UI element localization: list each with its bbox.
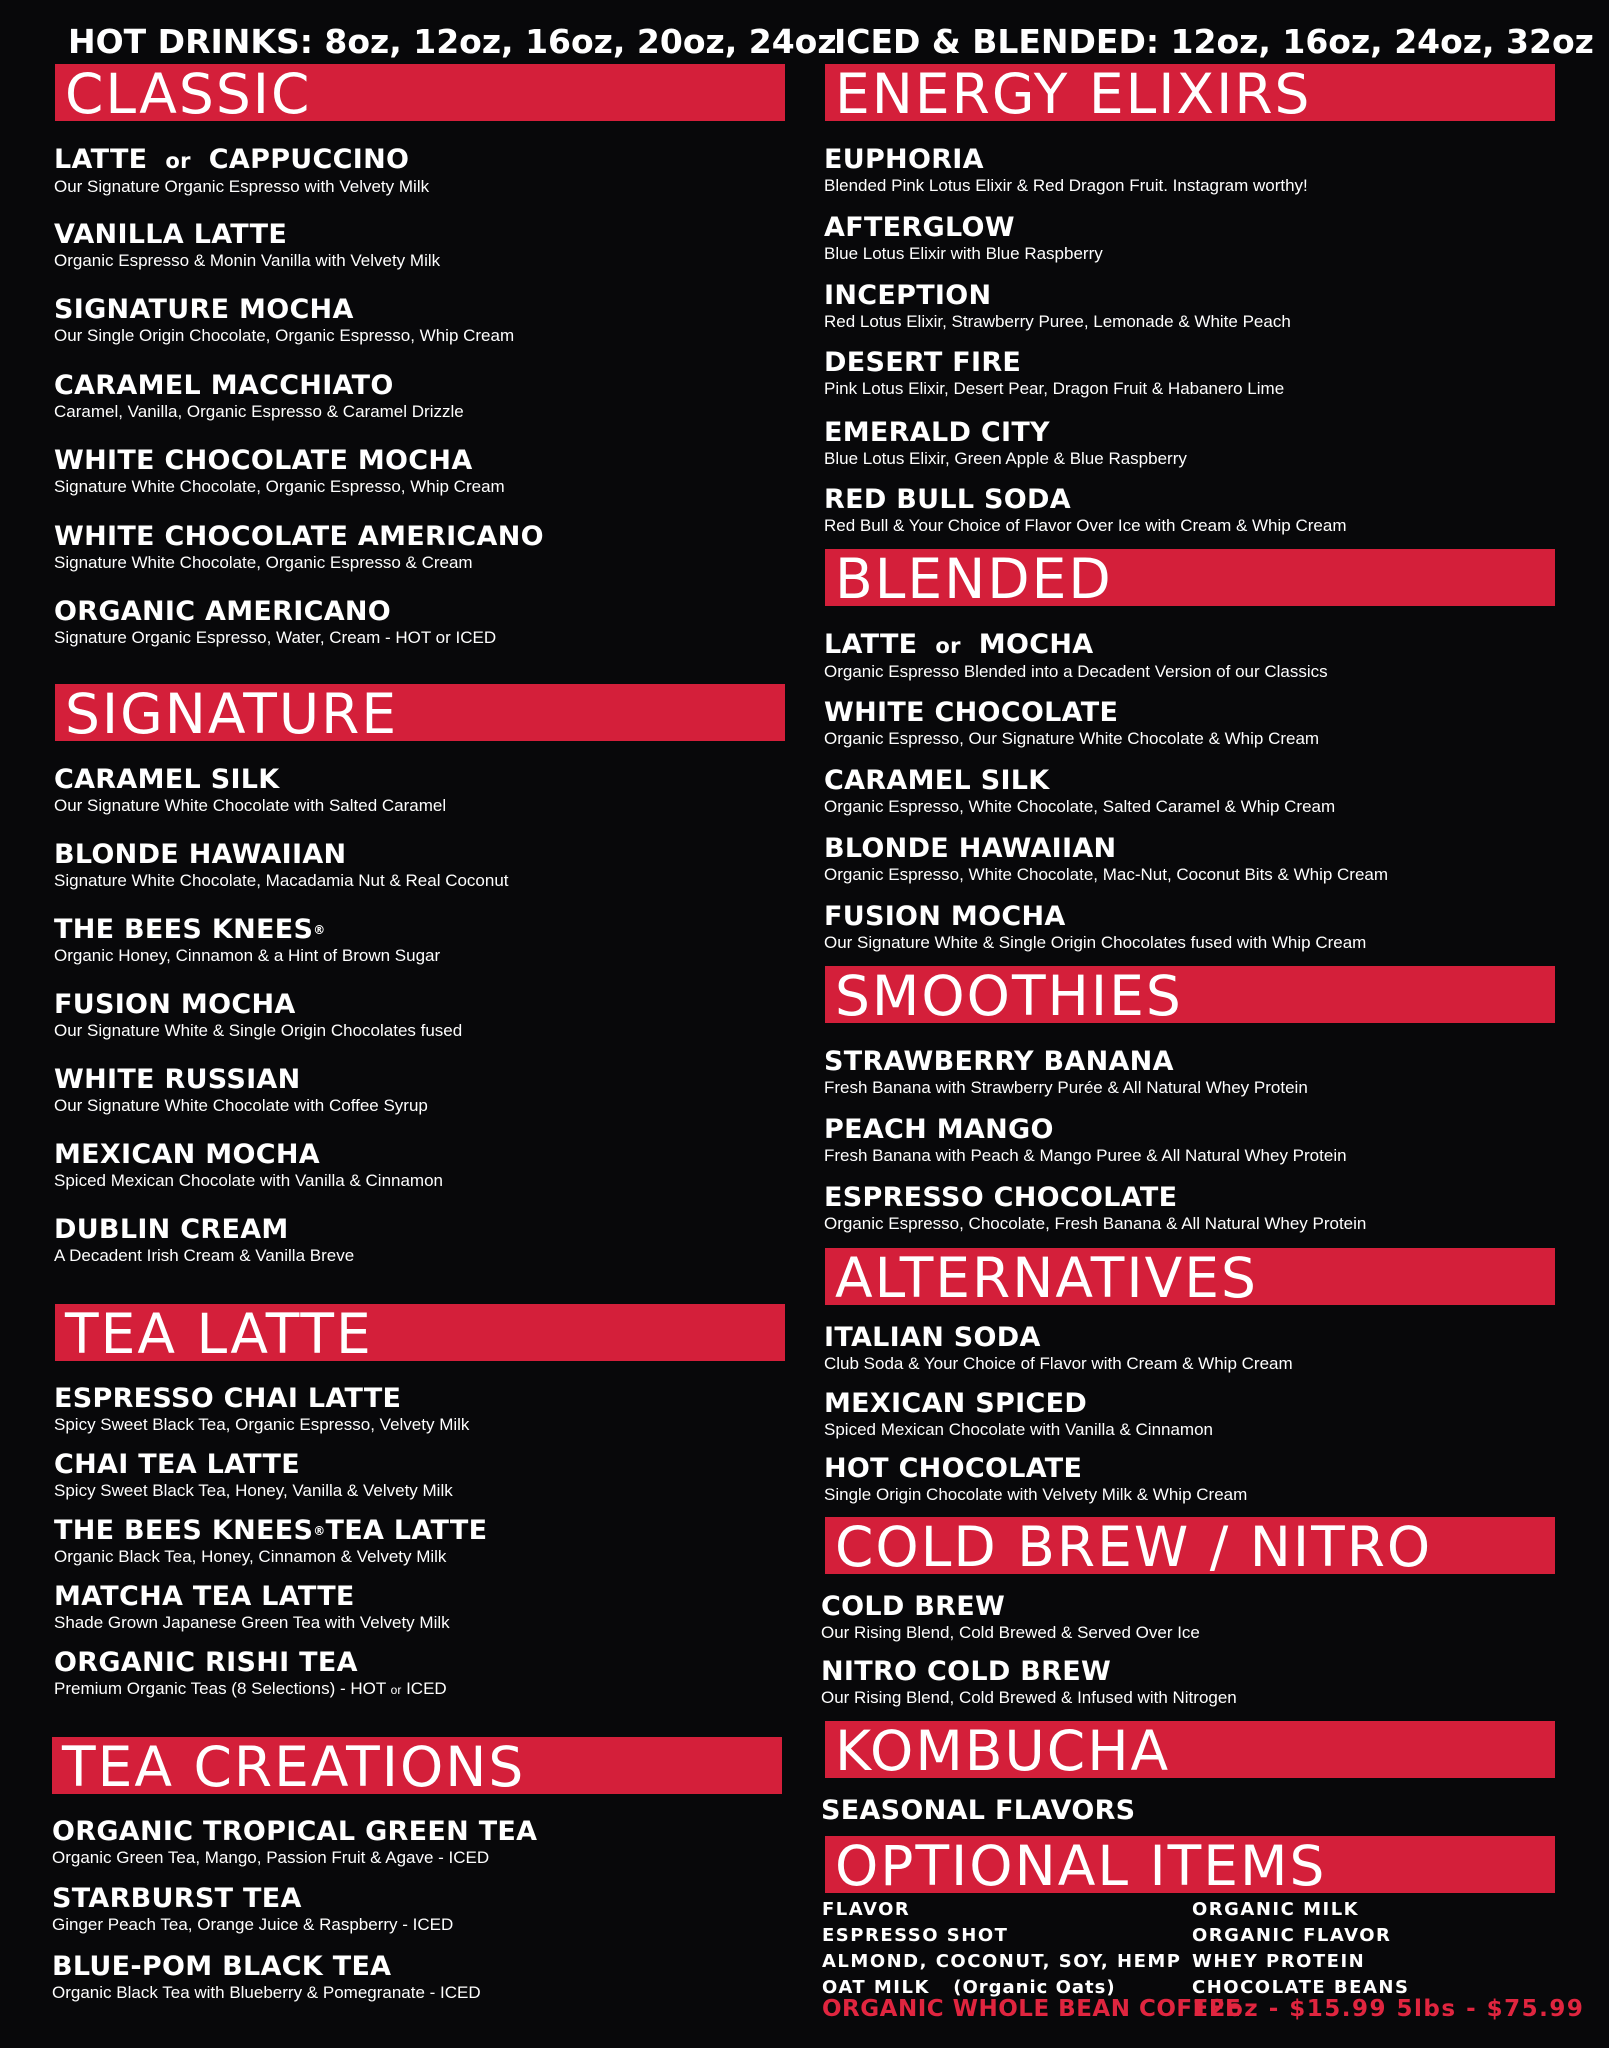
item-description: Our Signature Organic Espresso with Velvety Milk [54,177,430,196]
iced-blended-sizes: ICED & BLENDED: 12oz, 16oz, 24oz, 32oz [834,22,1594,61]
item-description: Blue Lotus Elixir with Blue Raspberry [824,244,1103,263]
item-description: Ginger Peach Tea, Orange Juice & Raspberry - ICED [52,1915,454,1934]
section-header-signature [55,682,785,746]
item-name: STARBURST TEA [52,1883,302,1914]
item-name: LATTE [54,144,148,175]
menu-item [54,220,794,270]
section-title: SMOOTHIES [835,964,1183,1028]
item-name: NITRO COLD BREW [821,1656,1112,1687]
menu-item [54,295,794,345]
item-name: PEACH MANGO [824,1114,1054,1145]
menu-item [54,1215,794,1265]
option-item: ESPRESSO SHOT [822,1925,1009,1946]
whole-bean-label: ORGANIC WHOLE BEAN COFFEE [822,1996,1242,2022]
item-description: Fresh Banana with Peach & Mango Puree & All Natural Whey Protein [824,1146,1347,1165]
desc-part: ICED [406,1679,447,1698]
item-name: FUSION MOCHA [54,989,296,1020]
menu-item [54,765,794,815]
whole-bean-coffee [822,1996,1585,2022]
oat-milk-note: (Organic Oats) [953,1977,1116,1998]
item-description: Organic Honey, Cinnamon & a Hint of Brown Sugar [54,946,441,965]
item-name: LATTE [824,629,918,660]
item-description: Our Single Origin Chocolate, Organic Espresso, Whip Cream [54,326,515,345]
item-name: MEXICAN MOCHA [54,1139,320,1170]
oat-milk-label: OAT MILK [822,1977,930,1998]
item-description: Our Signature White & Single Origin Chocolates fused [54,1021,463,1040]
or-label: or [935,634,961,658]
menu-item [824,1183,1564,1233]
section-title: SIGNATURE [65,682,399,746]
item-description: Organic Espresso, White Chocolate, Mac-Nut, Coconut Bits & Whip Cream [824,865,1389,884]
section-title: ALTERNATIVES [835,1246,1258,1310]
item-description [54,1679,794,1700]
menu-item [54,1450,794,1500]
item-name: HOT CHOCOLATE [824,1453,1083,1484]
section-title: COLD BREW / NITRO [835,1515,1433,1579]
section-header-energy-elixirs [825,62,1555,126]
section-title: ENERGY ELIXIRS [835,62,1312,126]
menu-item [824,834,1564,884]
menu-item [821,1657,1561,1707]
item-name: WHITE CHOCOLATE MOCHA [54,445,473,476]
item-description: Our Signature White & Single Origin Chocolates fused with Whip Cream [824,933,1367,952]
registered-mark: ® [313,923,326,937]
item-description: Red Lotus Elixir, Strawberry Puree, Lemonade & White Peach [824,312,1291,331]
item-name: AFTERGLOW [824,212,1015,243]
item-name: WHITE CHOCOLATE AMERICANO [54,521,544,552]
or-label: or [165,149,191,173]
item-name: ORGANIC AMERICANO [54,596,392,627]
menu-item [824,902,1564,952]
item-name: VANILLA LATTE [54,219,288,250]
menu-item [824,213,1564,263]
item-name: WHITE RUSSIAN [54,1064,301,1095]
section-header-optional-items [825,1834,1555,1898]
menu-item [54,145,794,196]
menu-item [54,1384,794,1434]
item-name: WHITE CHOCOLATE [824,697,1119,728]
item-description: Fresh Banana with Strawberry Purée & All Natural Whey Protein [824,1078,1308,1097]
menu-item [821,1592,1561,1642]
item-name: CARAMEL SILK [54,764,280,795]
menu-item [824,485,1564,535]
section-title: TEA LATTE [65,1302,373,1366]
section-header-smoothies [825,964,1555,1028]
item-name: EUPHORIA [824,144,984,175]
item-name: THE BEES KNEES [54,1515,314,1546]
section-title: TEA CREATIONS [62,1735,526,1799]
menu-item [54,840,794,890]
optional-items-left [822,1897,1182,2001]
item-name: EMERALD CITY [824,417,1050,448]
option-item: WHEY PROTEIN [1192,1951,1366,1972]
menu-item [824,1323,1564,1373]
item-description: Blue Lotus Elixir, Green Apple & Blue Raspberry [824,449,1187,468]
item-name: ORGANIC RISHI TEA [54,1647,358,1678]
item-description: Organic Black Tea with Blueberry & Pomegranate - ICED [52,1983,481,2002]
item-name: MEXICAN SPICED [824,1388,1088,1419]
menu-item [824,766,1564,816]
menu-item [824,1115,1564,1165]
section-header-tea-creations [52,1735,782,1799]
item-name: ORGANIC TROPICAL GREEN TEA [52,1816,538,1847]
item-description: Signature Organic Espresso, Water, Cream - HOT or ICED [54,628,497,647]
item-description: Caramel, Vanilla, Organic Espresso & Caramel Drizzle [54,402,464,421]
item-description: Our Rising Blend, Cold Brewed & Infused with Nitrogen [821,1688,1237,1707]
section-header-classic [55,62,785,126]
menu-item [824,630,1564,681]
menu-item [824,1454,1564,1504]
menu-item [54,990,794,1040]
item-description: Signature White Chocolate, Organic Espresso & Cream [54,553,473,572]
whole-bean-price: 12oz - $15.99 5lbs - $75.99 [1192,1996,1585,2022]
menu-item [52,1952,792,2002]
item-name: DESERT FIRE [824,347,1022,378]
item-name: ESPRESSO CHOCOLATE [824,1182,1178,1213]
menu-item [52,1817,792,1867]
item-name: DUBLIN CREAM [54,1214,289,1245]
item-description: Signature White Chocolate, Macadamia Nut & Real Coconut [54,871,509,890]
section-title: OPTIONAL ITEMS [835,1834,1327,1898]
item-name: CAPPUCCINO [208,144,410,175]
item-description: Our Rising Blend, Cold Brewed & Served Over Ice [821,1623,1200,1642]
optional-items-right [1192,1897,1409,2001]
section-title: CLASSIC [65,62,312,126]
menu-item [821,1796,1561,1826]
item-name: STRAWBERRY BANANA [824,1046,1174,1077]
item-description: A Decadent Irish Cream & Vanilla Breve [54,1246,355,1265]
menu-item [54,446,794,496]
item-description: Organic Espresso Blended into a Decadent Version of our Classics [824,662,1328,681]
item-name: COLD BREW [821,1591,1006,1622]
item-description: Spicy Sweet Black Tea, Honey, Vanilla & Velvety Milk [54,1481,453,1500]
desc-part: Premium Organic Teas (8 Selections) - HOT [54,1679,386,1698]
item-description: Our Signature White Chocolate with Coffee Syrup [54,1096,428,1115]
menu-item [54,915,794,965]
item-name: CARAMEL MACCHIATO [54,370,394,401]
item-description: Organic Espresso, Chocolate, Fresh Banana & All Natural Whey Protein [824,1214,1367,1233]
item-name: INCEPTION [824,280,992,311]
item-name: ESPRESSO CHAI LATTE [54,1383,402,1414]
menu-item [54,1516,794,1566]
menu-item [824,145,1564,195]
item-description: Organic Espresso, Our Signature White Chocolate & Whip Cream [824,729,1320,748]
menu-item [54,1140,794,1190]
menu-item [824,1047,1564,1097]
option-item: ORGANIC MILK [1192,1899,1360,1920]
item-name: FUSION MOCHA [824,901,1066,932]
item-description: Signature White Chocolate, Organic Espresso, Whip Cream [54,477,505,496]
menu-item [54,371,794,421]
section-header-kombucha [825,1719,1555,1783]
item-name: RED BULL SODA [824,484,1071,515]
item-name: BLONDE HAWAIIAN [824,833,1117,864]
section-header-alternatives [825,1246,1555,1310]
item-description: Shade Grown Japanese Green Tea with Velvety Milk [54,1613,450,1632]
item-description: Blended Pink Lotus Elixir & Red Dragon Fruit. Instagram worthy! [824,176,1308,195]
item-description: Organic Black Tea, Honey, Cinnamon & Velvety Milk [54,1547,447,1566]
section-header-tea-latte [55,1302,785,1366]
item-description: Single Origin Chocolate with Velvety Milk & Whip Cream [824,1485,1248,1504]
item-description: Organic Espresso, White Chocolate, Salted Caramel & Whip Cream [824,797,1336,816]
hot-drinks-sizes: HOT DRINKS: 8oz, 12oz, 16oz, 20oz, 24oz [68,22,837,61]
menu-item [824,281,1564,331]
item-description: Spiced Mexican Chocolate with Vanilla & Cinnamon [824,1420,1213,1439]
or-label: or [390,1683,402,1697]
item-name: ITALIAN SODA [824,1322,1041,1353]
section-title: BLENDED [835,547,1113,611]
item-description: Pink Lotus Elixir, Desert Pear, Dragon Fruit & Habanero Lime [824,379,1285,398]
menu-item [54,1648,794,1700]
item-name-tail: TEA LATTE [325,1515,488,1546]
item-name: THE BEES KNEES [54,914,314,945]
menu-item [824,418,1564,468]
menu-item [824,348,1564,398]
menu-item [54,597,794,647]
item-name: CHAI TEA LATTE [54,1449,301,1480]
item-description: Organic Espresso & Monin Vanilla with Velvety Milk [54,251,441,270]
item-name: BLUE-POM BLACK TEA [52,1951,392,1982]
section-title: KOMBUCHA [835,1719,1171,1783]
item-name: CARAMEL SILK [824,765,1050,796]
item-name: SIGNATURE MOCHA [54,294,354,325]
menu-item [54,1582,794,1632]
menu-item [824,698,1564,748]
item-name: BLONDE HAWAIIAN [54,839,347,870]
option-item: ALMOND, COCONUT, SOY, HEMP [822,1951,1182,1972]
section-header-blended [825,547,1555,611]
menu-item [54,1065,794,1115]
registered-mark: ® [313,1524,326,1538]
menu-item [824,1389,1564,1439]
item-description: Red Bull & Your Choice of Flavor Over Ice with Cream & Whip Cream [824,516,1347,535]
item-description: Organic Green Tea, Mango, Passion Fruit & Agave - ICED [52,1848,490,1867]
menu-item [52,1884,792,1934]
item-name: SEASONAL FLAVORS [821,1795,1136,1826]
item-description: Club Soda & Your Choice of Flavor with Cream & Whip Cream [824,1354,1293,1373]
item-description: Our Signature White Chocolate with Salted Caramel [54,796,447,815]
item-name: MOCHA [978,629,1094,660]
item-name: MATCHA TEA LATTE [54,1581,355,1612]
item-description: Spicy Sweet Black Tea, Organic Espresso, Velvety Milk [54,1415,470,1434]
option-item: CHOCOLATE BEANS [1192,1977,1410,1998]
option-item: FLAVOR [822,1899,911,1920]
section-header-cold-brew-nitro [825,1515,1555,1579]
menu-item [54,522,794,572]
item-description: Spiced Mexican Chocolate with Vanilla & Cinnamon [54,1171,443,1190]
option-item: ORGANIC FLAVOR [1192,1925,1392,1946]
